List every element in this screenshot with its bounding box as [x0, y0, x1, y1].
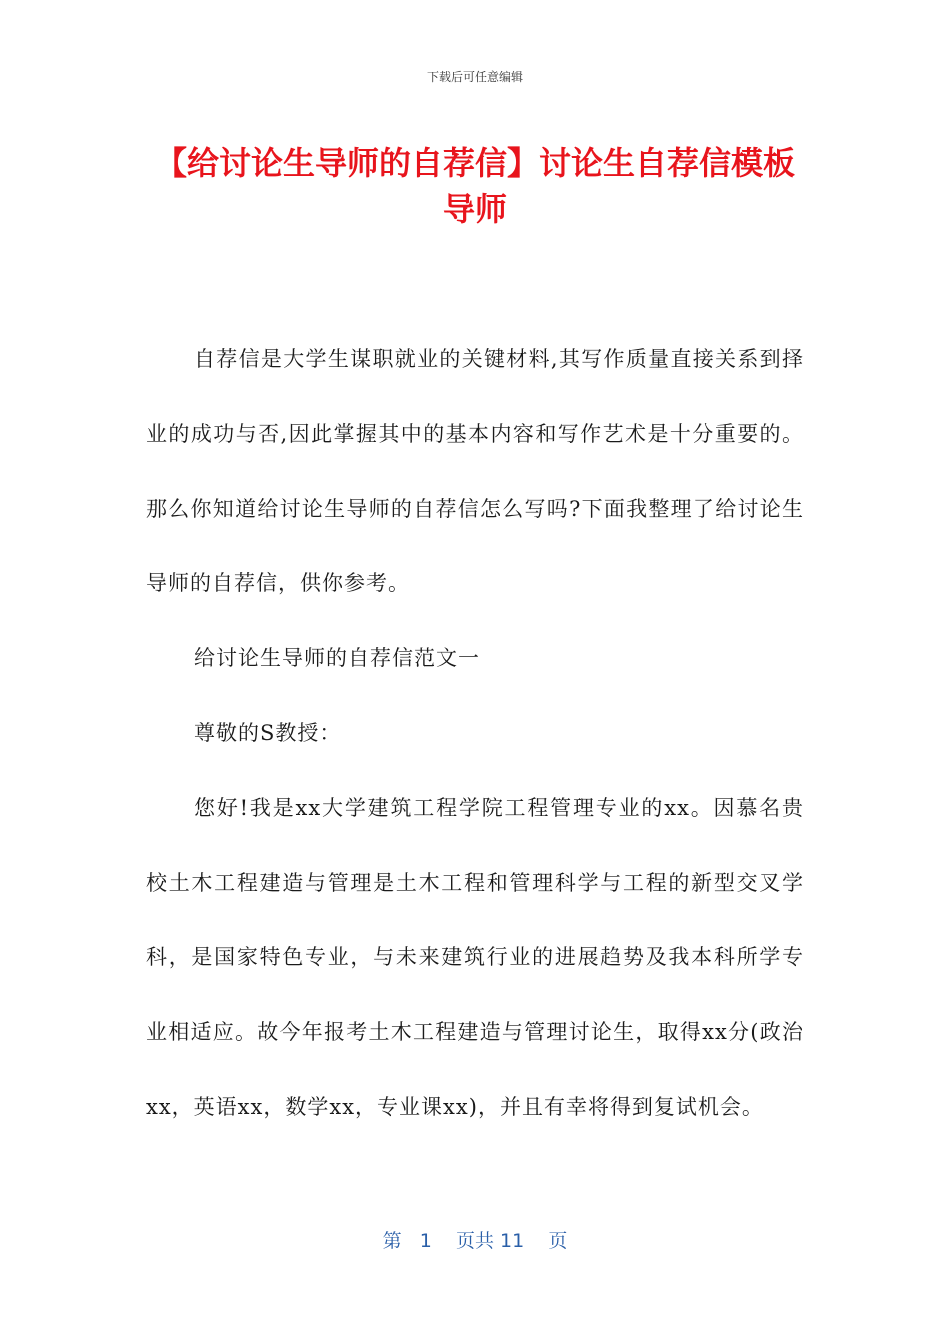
header-note: 下载后可任意编辑: [426, 70, 523, 84]
paragraph-letter-body: 您好!我是xx大学建筑工程学院工程管理专业的xx。因慕名贵校土木工程建造与管理是土木工程和管理科学与工程的新型交叉学科，是国家特色专业，与未来建筑行业的进展趋势及我本科所学专业相适应。故今年报考土木工程建造与管理讨论生，取得xx分(政治xx，英语xx，数学xx，专业课xx)，并且有幸将得到复试机会。: [146, 795, 804, 1119]
document-body: [146, 322, 804, 1145]
paragraph-intro: 自荐信是大学生谋职就业的关键材料,其写作质量直接关系到择业的成功与否,因此掌握其中的基本内容和写作艺术是十分重要的。那么你知道给讨论生导师的自荐信怎么写吗?下面我整理了给讨论生导师的自荐信，供你参考。: [146, 347, 804, 596]
document-title: 【给讨论生导师的自荐信】讨论生自荐信模板导师: [154, 144, 795, 228]
paragraph-salutation: 尊敬的S教授：: [194, 720, 342, 745]
page-footer: [0, 1226, 950, 1253]
footer-page-number: 1: [419, 1230, 432, 1252]
footer-label-di: 第: [382, 1230, 402, 1252]
footer-total-pages: 11: [500, 1230, 525, 1252]
paragraph-sample-heading: 给讨论生导师的自荐信范文一: [194, 646, 480, 671]
footer-label-ye: 页: [548, 1230, 568, 1252]
footer-label-ye-gong: 页共: [455, 1230, 494, 1252]
